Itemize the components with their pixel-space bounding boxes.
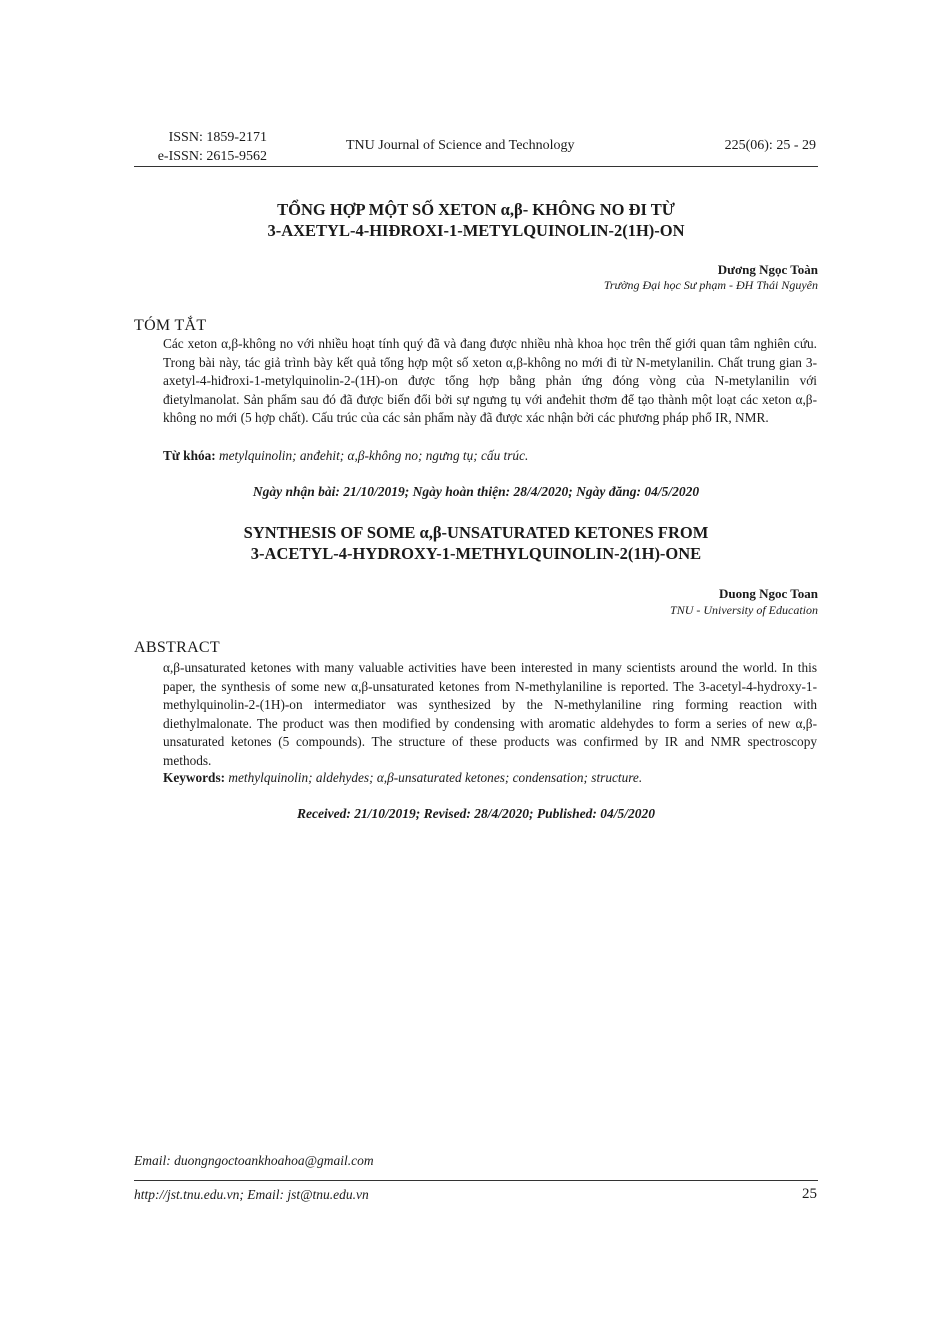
en-title-line2: 3-ACETYL-4-HYDROXY-1-METHYLQUINOLIN-2(1H)-ONE [250,544,702,563]
header-divider [134,166,818,167]
vn-keywords [163,448,817,464]
vn-abstract: Các xeton α,β-không no với nhiều hoạt tính quý đã và đang được nhiều nhà khoa học trên thế giới quan tâm nghiên cứu. Trong bài này, tác giả trình bày kết quả tổng hợp một số xeton α,β-không no mới đi từ N-metylanilin. Chất trung gian 3-axetyl-4-hiđroxi-1-metylquinolin-2-(1H)-on được tổng hợp bằng phản ứng đóng vòng của N-metylanilin với đietylmanolat. Sản phẩm sau đó đã được biến đổi bởi sự ngưng tụ với anđehit thơm để tạo thành một loạt các xeton α,β-không no mới (5 hợp chất). Cấu trúc của các sản phẩm này đã được xác nhận bởi các phương pháp phổ IR, NMR. [163,336,817,426]
eissn: e-ISSN: 2615-9562 [157,149,267,164]
issn: ISSN: 1859-2171 [168,130,267,145]
en-keywords [163,770,817,786]
journal-name: TNU Journal of Science and Technology [346,138,575,153]
en-affiliation: TNU - University of Education [670,603,818,617]
journal-links: http://jst.tnu.edu.vn; Email: jst@tnu.edu.vn [134,1187,369,1202]
en-author: Duong Ngoc Toan [719,586,818,601]
issn-block [137,128,267,166]
vn-title [134,199,818,241]
author-email: Email: duongngoctoankhoahoa@gmail.com [134,1153,374,1168]
vn-dates: Ngày nhận bài: 21/10/2019; Ngày hoàn thiện: 28/4/2020; Ngày đăng: 04/5/2020 [252,484,700,499]
vn-author: Dương Ngọc Toàn [717,262,818,277]
en-abstract: α,β-unsaturated ketones with many valuable activities have been interested in many scientists around the world. In this paper, the synthesis of some new α,β-unsaturated ketones from N-methylaniline is reported. The 3-acetyl-4-hydroxy-1-methylquinolin-2-(1H)-on intermediator was synthesized by the N-methylaniline ring forming reaction with diethylmalonate. The product was then modified by condensing with aromatic aldehydes to form a series of new α,β-unsaturated ketones (5 compounds). The structure of these products was confirmed by IR and NMR spectroscopy methods. [163,660,817,768]
vn-affiliation: Trường Đại học Sư phạm - ĐH Thái Nguyên [603,278,818,292]
page-number: 25 [802,1186,817,1202]
en-title [134,522,818,564]
vn-keywords-label: Từ khóa: [163,448,216,463]
vn-section-label: TÓM TẮT [134,317,207,334]
en-keywords-label: Keywords: [163,770,226,785]
en-keywords-value: methylquinolin; aldehydes; α,β-unsaturated ketones; condensation; structure. [228,770,643,785]
issue-pages: 225(06): 25 - 29 [724,138,816,153]
en-title-line1: SYNTHESIS OF SOME α,β-UNSATURATED KETONES FROM [243,523,709,542]
vn-keywords-value: metylquinolin; anđehit; α,β-không no; ngưng tụ; cấu trúc. [219,448,529,463]
vn-title-line1: TỔNG HỢP MỘT SỐ XETON α,β- KHÔNG NO ĐI TỪ [277,200,675,219]
en-dates: Received: 21/10/2019; Revised: 28/4/2020; Published: 04/5/2020 [296,806,656,821]
footer-divider [134,1180,818,1181]
vn-title-line2: 3-AXETYL-4-HIĐROXI-1-METYLQUINOLIN-2(1H)-ON [267,221,685,240]
en-section-label: ABSTRACT [134,639,220,656]
